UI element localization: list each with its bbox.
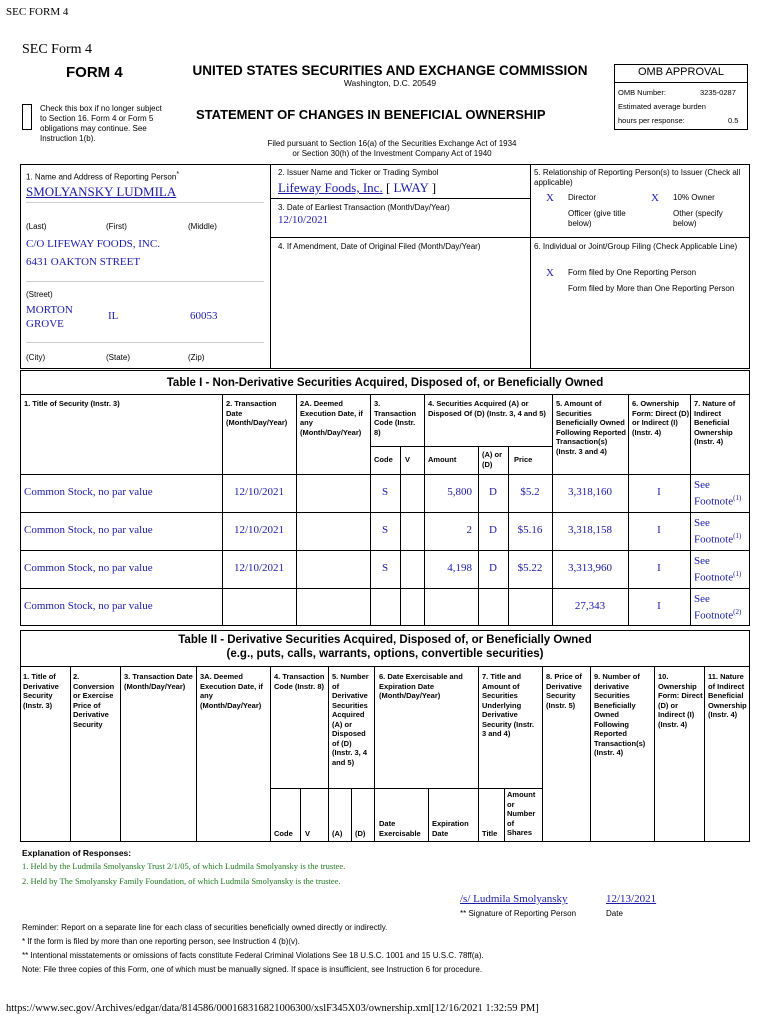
street-label: (Street): [26, 290, 53, 299]
t2-v: V: [305, 829, 311, 838]
address-line-2: 6431 OAKTON STREET: [26, 256, 141, 268]
t1-row-form: I: [657, 486, 661, 498]
footnote-1: 1. Held by the Ludmila Smolyansky Trust 2/1/05, of which Ludmila Smolyansky is the trustee.: [22, 861, 346, 871]
t1-row-ad: D: [489, 562, 497, 574]
t2-code: Code: [274, 829, 293, 838]
note-reminder: Reminder: Report on a separate line for each class of securities beneficially owned directly or indirectly.: [22, 923, 388, 932]
t2-title: Title: [482, 829, 498, 838]
agency-location: Washington, D.C. 20549: [343, 78, 437, 88]
t1-row-title: Common Stock, no par value: [24, 486, 153, 498]
t1-row-code: S: [381, 562, 389, 574]
t1-v: V: [405, 455, 411, 464]
no-longer-subject-checkbox[interactable]: [22, 104, 32, 130]
t1-row-code: S: [381, 524, 389, 536]
t2-h8: 8. Price of Derivative Security (Instr. 5): [546, 672, 582, 710]
box4-label: 4. If Amendment, Date of Original Filed (Month/Day/Year): [278, 242, 481, 251]
t1-h3: 3. Transaction Code (Instr. 8): [374, 399, 417, 437]
omb-burden-label: Estimated average burden: [618, 102, 706, 111]
issuer-link[interactable]: Lifeway Foods, Inc.: [278, 180, 383, 195]
ten-pct-label: 10% Owner: [673, 193, 715, 202]
t1-code: Code: [374, 455, 393, 464]
t1-row-footnote-link[interactable]: [694, 593, 741, 623]
t1-row-date: 12/10/2021: [233, 486, 285, 498]
issuer-line: Lifeway Foods, Inc. [ LWAY ]: [278, 180, 437, 195]
middle-label: (Middle): [188, 222, 217, 231]
explanation-title: Explanation of Responses:: [22, 848, 132, 858]
footer-url: https://www.sec.gov/Archives/edgar/data/814586/000168316821006300/xslF345X03/ownership.xml[12/16/2021 1:32:59 PM]: [6, 1003, 539, 1014]
t1-row-price: $5.2: [520, 486, 540, 498]
t2-a: (A): [332, 829, 343, 838]
t1-row-footnote-ref: (2): [733, 608, 742, 616]
date-label: Date: [606, 909, 623, 918]
t1-row-owned: 3,313,960: [568, 562, 612, 574]
t2-h3a: 3A. Deemed Execution Date, if any (Month/Day/Year): [200, 672, 263, 710]
t1-row-form: I: [657, 524, 661, 536]
t1-row-ad: D: [489, 524, 497, 536]
t1-row-footnote-text: Footnote: [694, 609, 734, 622]
t2-h10: 10. Ownership Form: Direct (D) or Indirect (I) (Instr. 4): [658, 672, 703, 729]
t1-h2: 2. Transaction Date (Month/Day/Year): [226, 399, 288, 427]
last-label: (Last): [26, 222, 47, 231]
city-value: MORTON GROVE: [26, 304, 73, 330]
first-label: (First): [106, 222, 127, 231]
ticker: LWAY: [393, 180, 429, 195]
t1-h5: 5. Amount of Securities Beneficially Owned Following Reported Transaction(s) (Instr. 3 and 4): [556, 399, 626, 456]
more-persons-label: Form filed by More than One Reporting Person: [568, 284, 735, 293]
director-mark: X: [546, 192, 554, 204]
t1-row-footnote: [694, 568, 741, 585]
t1-h2a: 2A. Deemed Execution Date, if any (Month/Day/Year): [300, 399, 363, 437]
statement-title: STATEMENT OF CHANGES IN BENEFICIAL OWNERSHIP: [196, 107, 546, 122]
director-label: Director: [568, 193, 597, 202]
t1-row-footnote-text: Footnote: [694, 495, 734, 508]
t1-h1: 1. Title of Security (Instr. 3): [24, 399, 120, 408]
t1-ad: (A) or (D): [482, 450, 502, 469]
state-label: (State): [106, 353, 131, 362]
t2-h1: 1. Title of Derivative Security (Instr. 3): [23, 672, 59, 710]
filed-note-2: or Section 30(h) of the Investment Company Act of 1940: [292, 149, 492, 158]
filed-note-1: Filed pursuant to Section 16(a) of the Securities Exchange Act of 1934: [267, 139, 517, 148]
t1-row-footnote-link[interactable]: [694, 517, 741, 547]
t1-row-owned: 3,318,158: [568, 524, 612, 536]
t1-row-amount: 2: [466, 524, 472, 536]
t1-row-footnote-link[interactable]: [694, 555, 741, 585]
t1-row-footnote: [694, 530, 741, 547]
t1-row-footnote: [694, 606, 741, 623]
t1-row-see: See: [694, 593, 710, 605]
t2-h2: 2. Conversion or Exercise Price of Derivative Security: [73, 672, 115, 729]
form-label: FORM 4: [66, 64, 123, 81]
t1-row-footnote-ref: (1): [733, 570, 742, 578]
t1-row-date: 12/10/2021: [233, 562, 285, 574]
t1-row-see: See: [694, 517, 710, 529]
t2-h6: 6. Date Exercisable and Expiration Date (Month/Day/Year): [379, 672, 463, 700]
t1-row-footnote-text: Footnote: [694, 571, 734, 584]
t1-h6: 6. Ownership Form: Direct (D) or Indirect (I) (Instr. 4): [632, 399, 690, 437]
box-relationship: [530, 164, 750, 369]
t1-row-owned: 3,318,160: [568, 486, 612, 498]
footnote-2: 2. Held by The Smolyansky Family Foundation, of which Ludmila Smolyansky is the trustee.: [22, 876, 341, 886]
box6-label: 6. Individual or Joint/Group Filing (Check Applicable Line): [534, 242, 738, 251]
t1-row-see: See: [694, 479, 710, 491]
t1-row-amount: 4,198: [447, 562, 472, 574]
address-line-1: C/O LIFEWAY FOODS, INC.: [26, 238, 160, 250]
t1-row-price: $5.16: [517, 524, 543, 536]
t1-row-form: I: [657, 562, 661, 574]
checkbox-note: Check this box if no longer subject to Section 16. Form 4 or Form 5 obligations may continue. See Instruction 1(b).: [40, 104, 162, 143]
table-2-title: Table II - Derivative Securities Acquired, Disposed of, or Beneficially Owned: [178, 634, 592, 646]
omb-hours-value: 0.5: [728, 116, 739, 125]
t1-row-footnote-text: Footnote: [694, 533, 734, 546]
t1-h4: 4. Securities Acquired (A) or Disposed Of (D) (Instr. 3, 4 and 5): [428, 399, 546, 418]
box5-label: 5. Relationship of Reporting Person(s) to Issuer (Check all applicable): [534, 168, 741, 187]
box1-label: 1. Name and Address of Reporting Person*: [26, 171, 180, 182]
t2-h4: 4. Transaction Code (Instr. 8): [274, 672, 325, 691]
t1-row-code: S: [381, 486, 389, 498]
one-person-label: Form filed by One Reporting Person: [568, 268, 697, 277]
t2-date-exercisable: Date Exercisable: [379, 819, 421, 838]
t2-expiration-date: Expiration Date: [432, 819, 469, 838]
t1-h7: 7. Nature of Indirect Beneficial Ownership (Instr. 4): [694, 399, 736, 446]
signature-date: 12/13/2021: [606, 893, 657, 905]
table-2-subtitle: (e.g., puts, calls, warrants, options, convertible securities): [226, 648, 544, 660]
t1-row-title: Common Stock, no par value: [24, 524, 153, 536]
city-label: (City): [26, 353, 46, 362]
note-file-copies: Note: File three copies of this Form, one of which must be manually signed. If space is insufficient, see Instruction 6 for procedure.: [22, 965, 483, 974]
t2-h7: 7. Title and Amount of Securities Underlying Derivative Security (Instr. 3 and 4): [482, 672, 535, 738]
omb-number-value: 3235-0287: [700, 88, 736, 97]
t2-amount: Amount or Number of Shares: [507, 790, 536, 837]
omb-number-label: OMB Number:: [618, 88, 666, 97]
table-1-title: Table I - Non-Derivative Securities Acquired, Disposed of, or Beneficially Owned: [166, 377, 604, 389]
t1-price: Price: [514, 455, 533, 464]
doc-title: SEC Form 4: [22, 42, 93, 57]
ten-pct-mark: X: [651, 192, 659, 204]
t1-row-amount: 5,800: [447, 486, 472, 498]
earliest-transaction-date: 12/10/2021: [278, 214, 329, 226]
officer-label: Officer (give title below): [568, 209, 626, 228]
signature-label: ** Signature of Reporting Person: [460, 909, 577, 918]
t1-row-footnote-ref: (1): [733, 494, 742, 502]
omb-hours-label: hours per response:: [618, 116, 685, 125]
omb-title: OMB APPROVAL: [638, 66, 724, 78]
t1-row-title: Common Stock, no par value: [24, 562, 153, 574]
agency-title: UNITED STATES SECURITIES AND EXCHANGE COMMISSION: [192, 63, 588, 78]
other-label: Other (specify below): [673, 209, 723, 228]
note-misstatements: ** Intentional misstatements or omissions of facts constitute Federal Criminal Violations See 18 U.S.C. 1001 and 15 U.S.C. 78ff(a).: [22, 951, 484, 960]
one-person-mark: X: [546, 267, 554, 279]
reporting-person-name[interactable]: SMOLYANSKY LUDMILA: [26, 184, 177, 199]
zip-value: 60053: [190, 310, 218, 322]
t2-h11: 11. Nature of Indirect Beneficial Ownership (Instr. 4): [708, 672, 747, 719]
state-value: IL: [108, 310, 119, 322]
box3-label: 3. Date of Earliest Transaction (Month/Day/Year): [278, 203, 450, 212]
t1-row-price: $5.22: [517, 562, 543, 574]
t1-amount: Amount: [428, 455, 457, 464]
t1-row-footnote-link[interactable]: [694, 479, 741, 509]
t1-row-date: 12/10/2021: [233, 524, 285, 536]
note-multiple-persons: * If the form is filed by more than one reporting person, see Instruction 4 (b)(v).: [22, 937, 300, 946]
t1-row-footnote: [694, 492, 741, 509]
t1-row-form: I: [657, 600, 661, 612]
browser-header: SEC FORM 4: [6, 6, 69, 18]
t2-h5: 5. Number of Derivative Securities Acquired (A) or Disposed of (D) (Instr. 3, 4 and 5): [332, 672, 369, 767]
box2-label: 2. Issuer Name and Ticker or Trading Symbol: [278, 168, 439, 177]
t1-row-title: Common Stock, no par value: [24, 600, 153, 612]
t2-h3: 3. Transaction Date (Month/Day/Year): [124, 672, 193, 691]
t1-row-ad: D: [489, 486, 497, 498]
signature: /s/ Ludmila Smolyansky: [460, 893, 568, 905]
t1-row-footnote-ref: (1): [733, 532, 742, 540]
t2-h9: 9. Number of derivative Securities Beneficially Owned Following Reported Transaction(s) (Instr. 4): [594, 672, 646, 757]
t2-d: (D): [355, 829, 366, 838]
t1-row-see: See: [694, 555, 710, 567]
zip-label: (Zip): [188, 353, 205, 362]
t1-row-owned: 27,343: [574, 600, 606, 612]
